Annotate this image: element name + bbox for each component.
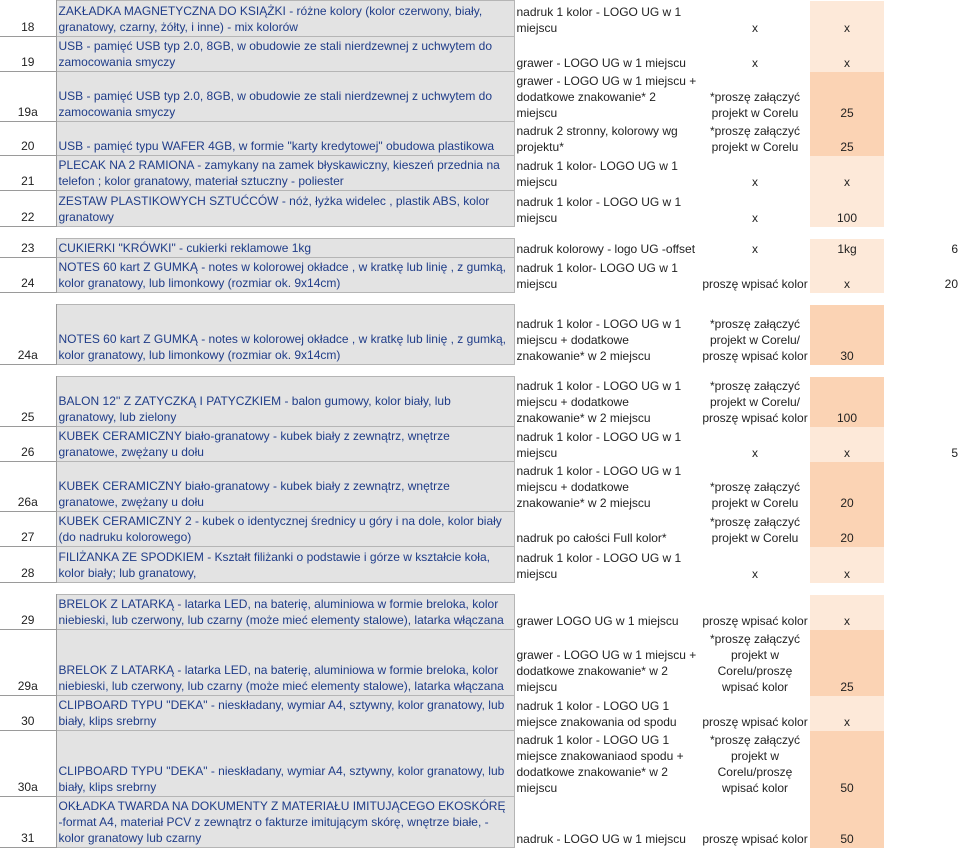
row-number: 19 xyxy=(0,37,56,72)
extra-cell[interactable] xyxy=(884,122,960,156)
extra-cell[interactable] xyxy=(884,696,960,731)
marking-method[interactable]: nadruk - LOGO UG w 1 miejscu xyxy=(514,797,700,848)
extra-cell[interactable] xyxy=(884,72,960,122)
product-description[interactable]: KUBEK CERAMICZNY biało-granatowy - kubek biały z zewnątrz, wnętrze granatowe, zwężany u dołu xyxy=(56,462,514,512)
extra-cell[interactable] xyxy=(884,377,960,427)
row-number: 27 xyxy=(0,512,56,547)
marking-method[interactable]: grawer - LOGO UG w 1 miejscu + dodatkowe znakowanie* w 2 miejscu xyxy=(514,630,700,696)
marking-method[interactable]: nadruk 1 kolor - LOGO UG 1 miejsce znakowaniaod spodu + dodatkowe znakowanie* w 2 miejscu xyxy=(514,731,700,797)
row-number: 19a xyxy=(0,72,56,122)
extra-cell[interactable] xyxy=(884,156,960,191)
table-row xyxy=(0,122,960,156)
quantity-cell[interactable]: x xyxy=(810,258,884,293)
quantity-cell[interactable]: x xyxy=(810,547,884,583)
design-note[interactable]: *proszę załączyć projekt w Corelu/proszę wpisać kolor xyxy=(709,732,801,795)
extra-cell[interactable]: 6 xyxy=(951,241,958,256)
quantity-cell[interactable]: 25 xyxy=(810,122,884,156)
marking-method[interactable]: nadruk 1 kolor - LOGO UG w 1 miejscu xyxy=(514,191,700,227)
row-number: 24 xyxy=(0,258,56,293)
product-description[interactable]: CLIPBOARD TYPU "DEKA" - nieskładany, wymiar A4, sztywny, kolor granatowy, lub biały, klips srebrny xyxy=(56,731,514,797)
table-row xyxy=(0,37,960,72)
extra-cell[interactable] xyxy=(884,305,960,365)
product-description[interactable]: OKŁADKA TWARDA NA DOKUMENTY Z MATERIAŁU IMITUJĄCEGO EKOSKÓRĘ -format A4, materiał PCV z zewnątrz o fakturze imitującym skórę, wnętrze białe, - kolor granatowy lub czarny xyxy=(56,797,514,848)
row-number: 23 xyxy=(0,239,56,258)
design-note[interactable]: x xyxy=(752,566,758,581)
table-row xyxy=(0,731,960,797)
table-row xyxy=(0,258,960,293)
design-note[interactable]: proszę wpisać kolor xyxy=(702,714,808,729)
table-row xyxy=(0,630,960,696)
design-note[interactable]: x xyxy=(752,210,758,225)
extra-cell[interactable] xyxy=(884,462,960,512)
product-description[interactable]: CUKIERKI "KRÓWKI" - cukierki reklamowe 1kg xyxy=(56,239,514,258)
marking-method[interactable]: grawer LOGO UG w 1 miejscu xyxy=(514,595,700,630)
quantity-cell[interactable]: x xyxy=(810,595,884,630)
product-description[interactable]: PLECAK NA 2 RAMIONA - zamykany na zamek błyskawiczny, kieszeń przednia na telefon ; kolor granatowy, materiał sztuczny - poliester xyxy=(56,156,514,191)
marking-method[interactable]: nadruk 2 stronny, kolorowy wg projektu* xyxy=(514,122,700,156)
row-number: 29a xyxy=(0,630,56,696)
product-description[interactable]: KUBEK CERAMICZNY biało-granatowy - kubek biały z zewnątrz, wnętrze granatowe, zwężany u dołu xyxy=(56,427,514,462)
table-row xyxy=(0,72,960,122)
table-row xyxy=(0,547,960,583)
table-row xyxy=(0,595,960,630)
design-note[interactable]: proszę wpisać kolor xyxy=(702,276,808,291)
table-row xyxy=(0,512,960,547)
product-description[interactable]: KUBEK CERAMICZNY 2 - kubek o identycznej średnicy u góry i na dole, kolor biały (do nadruku kolorowego) xyxy=(56,512,514,547)
quantity-cell[interactable]: 100 xyxy=(810,377,884,427)
design-note[interactable]: *proszę załączyć projekt w Corelu xyxy=(709,89,801,120)
row-number: 18 xyxy=(0,1,56,37)
quantity-cell[interactable]: 20 xyxy=(810,512,884,547)
extra-cell[interactable] xyxy=(884,1,960,37)
design-note[interactable]: *proszę załączyć projekt w Corelu xyxy=(709,479,801,510)
extra-cell[interactable] xyxy=(884,595,960,630)
marking-method[interactable]: nadruk kolorowy - logo UG -offset xyxy=(514,239,700,258)
table-row xyxy=(0,462,960,512)
quantity-cell[interactable]: 1kg xyxy=(810,239,884,258)
extra-cell[interactable] xyxy=(884,191,960,227)
marking-method[interactable]: nadruk 1 kolor - LOGO UG w 1 miejscu xyxy=(514,427,700,462)
marking-method[interactable]: nadruk 1 kolor - LOGO UG 1 miejsce znakowania od spodu xyxy=(514,696,700,731)
quantity-cell[interactable]: 100 xyxy=(810,191,884,227)
marking-method[interactable]: nadruk 1 kolor - LOGO UG w 1 miejscu + dodatkowe znakowanie* w 2 miejscu xyxy=(514,377,700,427)
product-description[interactable]: USB - pamięć typu WAFER 4GB, w formie "karty kredytowej" obudowa plastikowa xyxy=(56,122,514,156)
quantity-cell[interactable]: x xyxy=(810,696,884,731)
row-number: 26 xyxy=(0,427,56,462)
row-number: 25 xyxy=(0,377,56,427)
extra-cell[interactable]: 20 xyxy=(944,276,958,291)
extra-cell[interactable] xyxy=(884,512,960,547)
product-description[interactable]: BRELOK Z LATARKĄ - latarka LED, na baterię, aluminiowa w formie breloka, kolor niebieski, lub czerwony, lub czarny (może mieć elementy stalowe), latarka włączana xyxy=(56,630,514,696)
design-note[interactable]: proszę wpisać kolor xyxy=(702,831,808,846)
marking-method[interactable]: nadruk 1 kolor - LOGO UG w 1 miejscu xyxy=(514,547,700,583)
product-description[interactable]: NOTES 60 kart Z GUMKĄ - notes w kolorowej okładce , w kratkę lub linię , z gumką, kolor granatowy, lub limonkowy (rozmiar ok. 9x14cm) xyxy=(56,305,514,365)
row-number: 26a xyxy=(0,462,56,512)
row-number: 24a xyxy=(0,305,56,365)
row-number: 21 xyxy=(0,156,56,191)
extra-cell[interactable]: 5 xyxy=(951,445,958,460)
product-description[interactable]: CLIPBOARD TYPU "DEKA" - nieskładany, wymiar A4, sztywny, kolor granatowy, lub biały, klips srebrny xyxy=(56,696,514,731)
row-number: 28 xyxy=(0,547,56,583)
design-note[interactable]: x xyxy=(752,55,758,70)
extra-cell[interactable] xyxy=(884,731,960,797)
table-row xyxy=(0,696,960,731)
table-row xyxy=(0,377,960,427)
design-note[interactable]: *proszę załączyć projekt w Corelu/ proszę wpisać kolor xyxy=(702,316,808,363)
product-description[interactable]: BALON 12'' Z ZATYCZKĄ I PATYCZKIEM - balon gumowy, kolor biały, lub granatowy, lub zielony xyxy=(56,377,514,427)
product-description[interactable]: ZESTAW PLASTIKOWYCH SZTUĆCÓW - nóż, łyżka widelec , plastik ABS, kolor granatowy xyxy=(56,191,514,227)
row-number: 30 xyxy=(0,696,56,731)
table-row xyxy=(0,191,960,227)
product-description[interactable]: ZAKŁADKA MAGNETYCZNA DO KSIĄŻKI - różne kolory (kolor czerwony, biały, granatowy, czarny, żółty, i inne) - mix kolorów xyxy=(56,1,514,37)
row-number: 30a xyxy=(0,731,56,797)
quantity-cell[interactable]: 50 xyxy=(810,731,884,797)
design-note[interactable]: x xyxy=(752,174,758,189)
quantity-cell[interactable]: x xyxy=(810,156,884,191)
extra-cell[interactable] xyxy=(884,547,960,583)
quantity-cell[interactable]: 25 xyxy=(810,72,884,122)
design-note[interactable]: *proszę załączyć projekt w Corelu/proszę wpisać kolor xyxy=(709,631,801,694)
row-number: 31 xyxy=(0,797,56,848)
design-note[interactable]: *proszę załączyć projekt w Corelu xyxy=(709,123,801,154)
quantity-cell[interactable]: x xyxy=(810,37,884,72)
design-note[interactable]: x xyxy=(752,20,758,35)
table-row xyxy=(0,239,960,258)
marking-method[interactable]: grawer - LOGO UG w 1 miejscu xyxy=(514,37,700,72)
quantity-cell[interactable]: 50 xyxy=(810,797,884,848)
row-number: 22 xyxy=(0,191,56,227)
extra-cell[interactable] xyxy=(884,797,960,848)
quantity-cell[interactable]: x xyxy=(810,1,884,37)
quantity-cell[interactable]: 25 xyxy=(810,630,884,696)
row-number: 20 xyxy=(0,122,56,156)
marking-method[interactable]: nadruk 1 kolor- LOGO UG w 1 miejscu xyxy=(514,156,700,191)
product-description[interactable]: FILIŻANKA ZE SPODKIEM - Kształt filiżanki o podstawie i górze w kształcie koła, kolor biały; lub granatowy, xyxy=(56,547,514,583)
table-row xyxy=(0,156,960,191)
product-description[interactable]: BRELOK Z LATARKĄ - latarka LED, na baterię, aluminiowa w formie breloka, kolor niebieski, lub czerwony, lub czarny (może mieć elementy stalowe), latarka włączana xyxy=(56,595,514,630)
marking-method[interactable]: nadruk 1 kolor- LOGO UG w 1 miejscu xyxy=(514,258,700,293)
extra-cell[interactable] xyxy=(884,630,960,696)
marking-method[interactable]: grawer - LOGO UG w 1 miejscu + dodatkowe znakowanie* 2 miejscu xyxy=(514,72,700,122)
marking-method[interactable]: nadruk po całości Full kolor* xyxy=(514,512,700,547)
product-description[interactable]: USB - pamięć USB typ 2.0, 8GB, w obudowie ze stali nierdzewnej z uchwytem do zamocowania smyczy xyxy=(56,37,514,72)
design-note[interactable]: *proszę załączyć projekt w Corelu xyxy=(709,514,801,545)
product-description[interactable]: USB - pamięć USB typ 2.0, 8GB, w obudowie ze stali nierdzewnej z uchwytem do zamocowania smyczy xyxy=(56,72,514,122)
marking-method[interactable]: nadruk 1 kolor - LOGO UG w 1 miejscu xyxy=(514,1,700,37)
design-note[interactable]: proszę wpisać kolor xyxy=(702,613,808,628)
quantity-cell[interactable]: x xyxy=(810,427,884,462)
quantity-cell[interactable]: 20 xyxy=(810,462,884,512)
row-number: 29 xyxy=(0,595,56,630)
table-row xyxy=(0,427,960,462)
marking-method[interactable]: nadruk 1 kolor - LOGO UG w 1 miejscu + dodatkowe znakowanie* w 2 miejscu xyxy=(514,305,700,365)
design-note[interactable]: *proszę załączyć projekt w Corelu/ proszę wpisać kolor xyxy=(702,378,808,425)
table-row xyxy=(0,305,960,365)
extra-cell[interactable] xyxy=(884,37,960,72)
product-description[interactable]: NOTES 60 kart Z GUMKĄ - notes w kolorowej okładce , w kratkę lub linię , z gumką, kolor granatowy, lub limonkowy (rozmiar ok. 9x14cm) xyxy=(56,258,514,293)
design-note[interactable]: x xyxy=(752,445,758,460)
design-note[interactable]: x xyxy=(752,241,758,256)
marking-method[interactable]: nadruk 1 kolor - LOGO UG w 1 miejscu + dodatkowe znakowanie* w 2 miejscu xyxy=(514,462,700,512)
table-row xyxy=(0,797,960,848)
table-row xyxy=(0,1,960,37)
quantity-cell[interactable]: 30 xyxy=(810,305,884,365)
